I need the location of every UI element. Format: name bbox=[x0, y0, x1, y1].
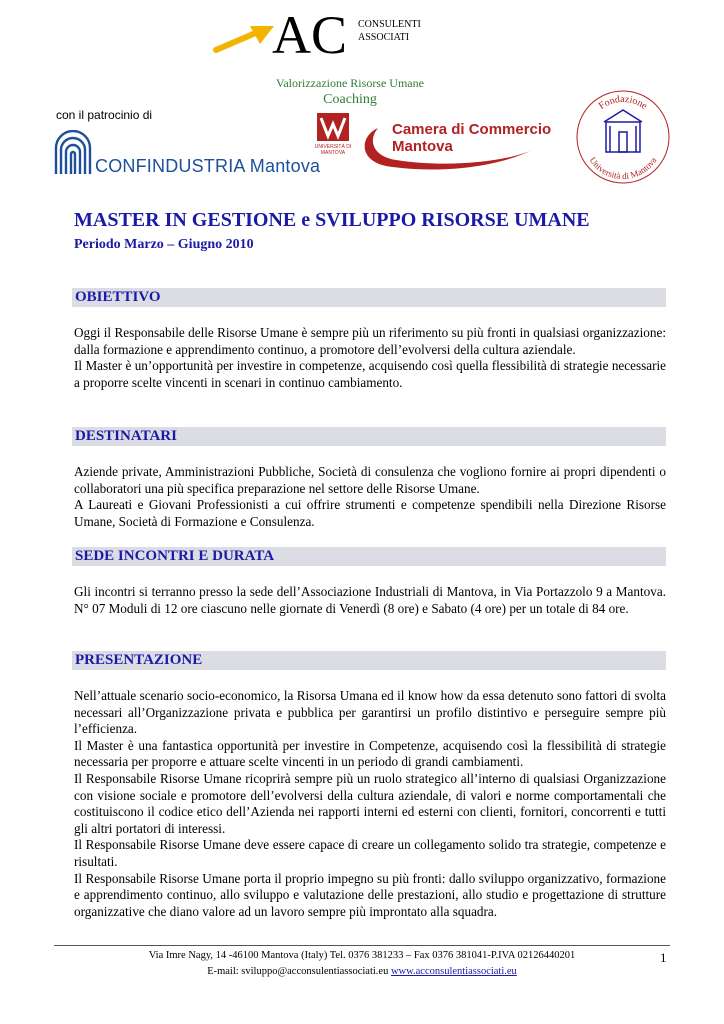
paragraph: Il Master è un’opportunità per investire in competenze, acquisendo così quella flessibilità di strategie necessarie a proporre scelte vincenti in scenari in continuo cambiamento. bbox=[74, 358, 666, 390]
section-header-sede bbox=[72, 547, 666, 566]
section-heading: SEDE INCONTRI E DURATA bbox=[75, 548, 275, 564]
section-body-obiettivo bbox=[74, 325, 666, 391]
fondazione-seal-icon bbox=[574, 88, 672, 186]
brand-subtitle bbox=[358, 18, 421, 44]
seal-bottom-text: Università di Mantova bbox=[587, 155, 659, 182]
brand-sub1: CONSULENTI bbox=[358, 19, 421, 30]
paragraph: Aziende private, Amministrazioni Pubbliche, Società di consulenza che vogliono fornire ai propri dipendenti o collaboratori una più specifica preparazione nel settore delle Risorse Umane. bbox=[74, 464, 666, 496]
section-header-obiettivo bbox=[72, 288, 666, 307]
svg-text:Università di Mantova bbox=[588, 155, 659, 181]
tagline: Valorizzazione Risorse Umane bbox=[276, 76, 424, 90]
confindustria-logo-icon bbox=[52, 130, 94, 176]
patronage-label: con il patrocinio di bbox=[56, 108, 153, 122]
paragraph: Il Responsabile Risorse Umane deve essere capace di creare un collegamento solido tra strategie, competenze e risultati. bbox=[74, 837, 666, 869]
footer-email: E-mail: sviluppo@acconsulentiassociati.eu bbox=[207, 966, 389, 977]
brand-sub2: ASSOCIATI bbox=[358, 32, 410, 43]
footer-divider bbox=[54, 945, 670, 946]
page-number: 1 bbox=[660, 950, 667, 965]
footer-address: Via Imre Nagy, 14 -46100 Mantova (Italy) Tel. 0376 381233 – Fax 0376 381041-P.IVA 02126440201 bbox=[148, 950, 576, 961]
university-name: UNIVERSITÀ DI MANTOVA bbox=[314, 144, 352, 156]
camera-line1: Camera di Commercio bbox=[392, 121, 552, 138]
camera-swoosh-icon bbox=[356, 126, 536, 176]
camera-line2: Mantova bbox=[392, 138, 453, 155]
paragraph: Nell’attuale scenario socio-economico, la Risorsa Umana ed il know how da essa detenuto sono fattori di svolta necessari all’Organizzazione privata e pubblica per garantirsi un profilo distintivo e perseguire sempre più l’efficienza. bbox=[74, 688, 666, 737]
paragraph: A Laureati e Giovani Professionisti a cui offrire strumenti e competenze spendibili nella Direzione Risorse Umane, Società di Formazione e Consulenza. bbox=[74, 497, 666, 529]
paragraph: Il Responsabile Risorse Umane ricoprirà sempre più un ruolo strategico all’interno di qualsiasi Organizzazione con visione sociale e promotore dell’evolversi della cultura aziendale, di valori e norme comportamentali che costituiscono il codice etico dell’Azienda nei rapporti interni ed esterni con clienti, fornitori, concorrenti e tutti gli altri portatori di interessi. bbox=[74, 770, 666, 836]
footer-contacts bbox=[54, 966, 670, 977]
coaching-label: Coaching bbox=[323, 92, 377, 107]
section-heading: PRESENTAZIONE bbox=[75, 652, 203, 668]
paragraph: Il Master è una fantastica opportunità per investire in Competenze, acquisendo così la flessibilità di strategie necessaria per proporre e attuare scelte vincenti in un periodo di grandi cambiamenti. bbox=[74, 737, 666, 770]
seal-top-text: Fondazione bbox=[596, 93, 650, 112]
page-title: MASTER IN GESTIONE e SVILUPPO RISORSE UMANE bbox=[74, 209, 590, 231]
university-crest-icon bbox=[316, 112, 350, 142]
brand-letters: AC bbox=[272, 5, 348, 65]
section-heading: OBIETTIVO bbox=[75, 289, 161, 305]
section-body-sede bbox=[74, 584, 666, 617]
period-subtitle: Periodo Marzo – Giugno 2010 bbox=[74, 237, 254, 252]
section-body-destinatari bbox=[74, 464, 666, 530]
paragraph: Oggi il Responsabile delle Risorse Umane è sempre più un riferimento su più fronti in qualsiasi organizzazione: dalla formazione e apprendimento continuo, a promotore dell’evolversi della cultura aziendale. bbox=[74, 325, 666, 357]
confindustria-name: CONFINDUSTRIA Mantova bbox=[95, 156, 321, 176]
section-header-destinatari bbox=[72, 427, 666, 446]
paragraph: Il Responsabile Risorse Umane porta il proprio impegno su più fronti: dallo sviluppo organizzativo, formazione e apprendimento continuo, allo sviluppo e valutazione delle prestazioni, allo studio e progettazione di strutture organizzative che diano valore ad un lavoro sempre più improntato alla squadra. bbox=[74, 870, 666, 919]
section-heading: DESTINATARI bbox=[75, 428, 177, 444]
section-body-presentazione bbox=[74, 688, 666, 920]
footer-website-link[interactable]: www.acconsulentiassociati.eu bbox=[390, 966, 517, 977]
paragraph: Gli incontri si terranno presso la sede dell’Associazione Industriali di Mantova, in Via Portazzolo 9 a Mantova. N° 07 Moduli di 12 ore ciascuno nelle giornate di Venerdì (8 ore) e Sabato (4 ore) per un totale di 84 ore. bbox=[74, 584, 666, 616]
arrow-logo-icon bbox=[212, 22, 278, 56]
section-header-presentazione bbox=[72, 651, 666, 670]
